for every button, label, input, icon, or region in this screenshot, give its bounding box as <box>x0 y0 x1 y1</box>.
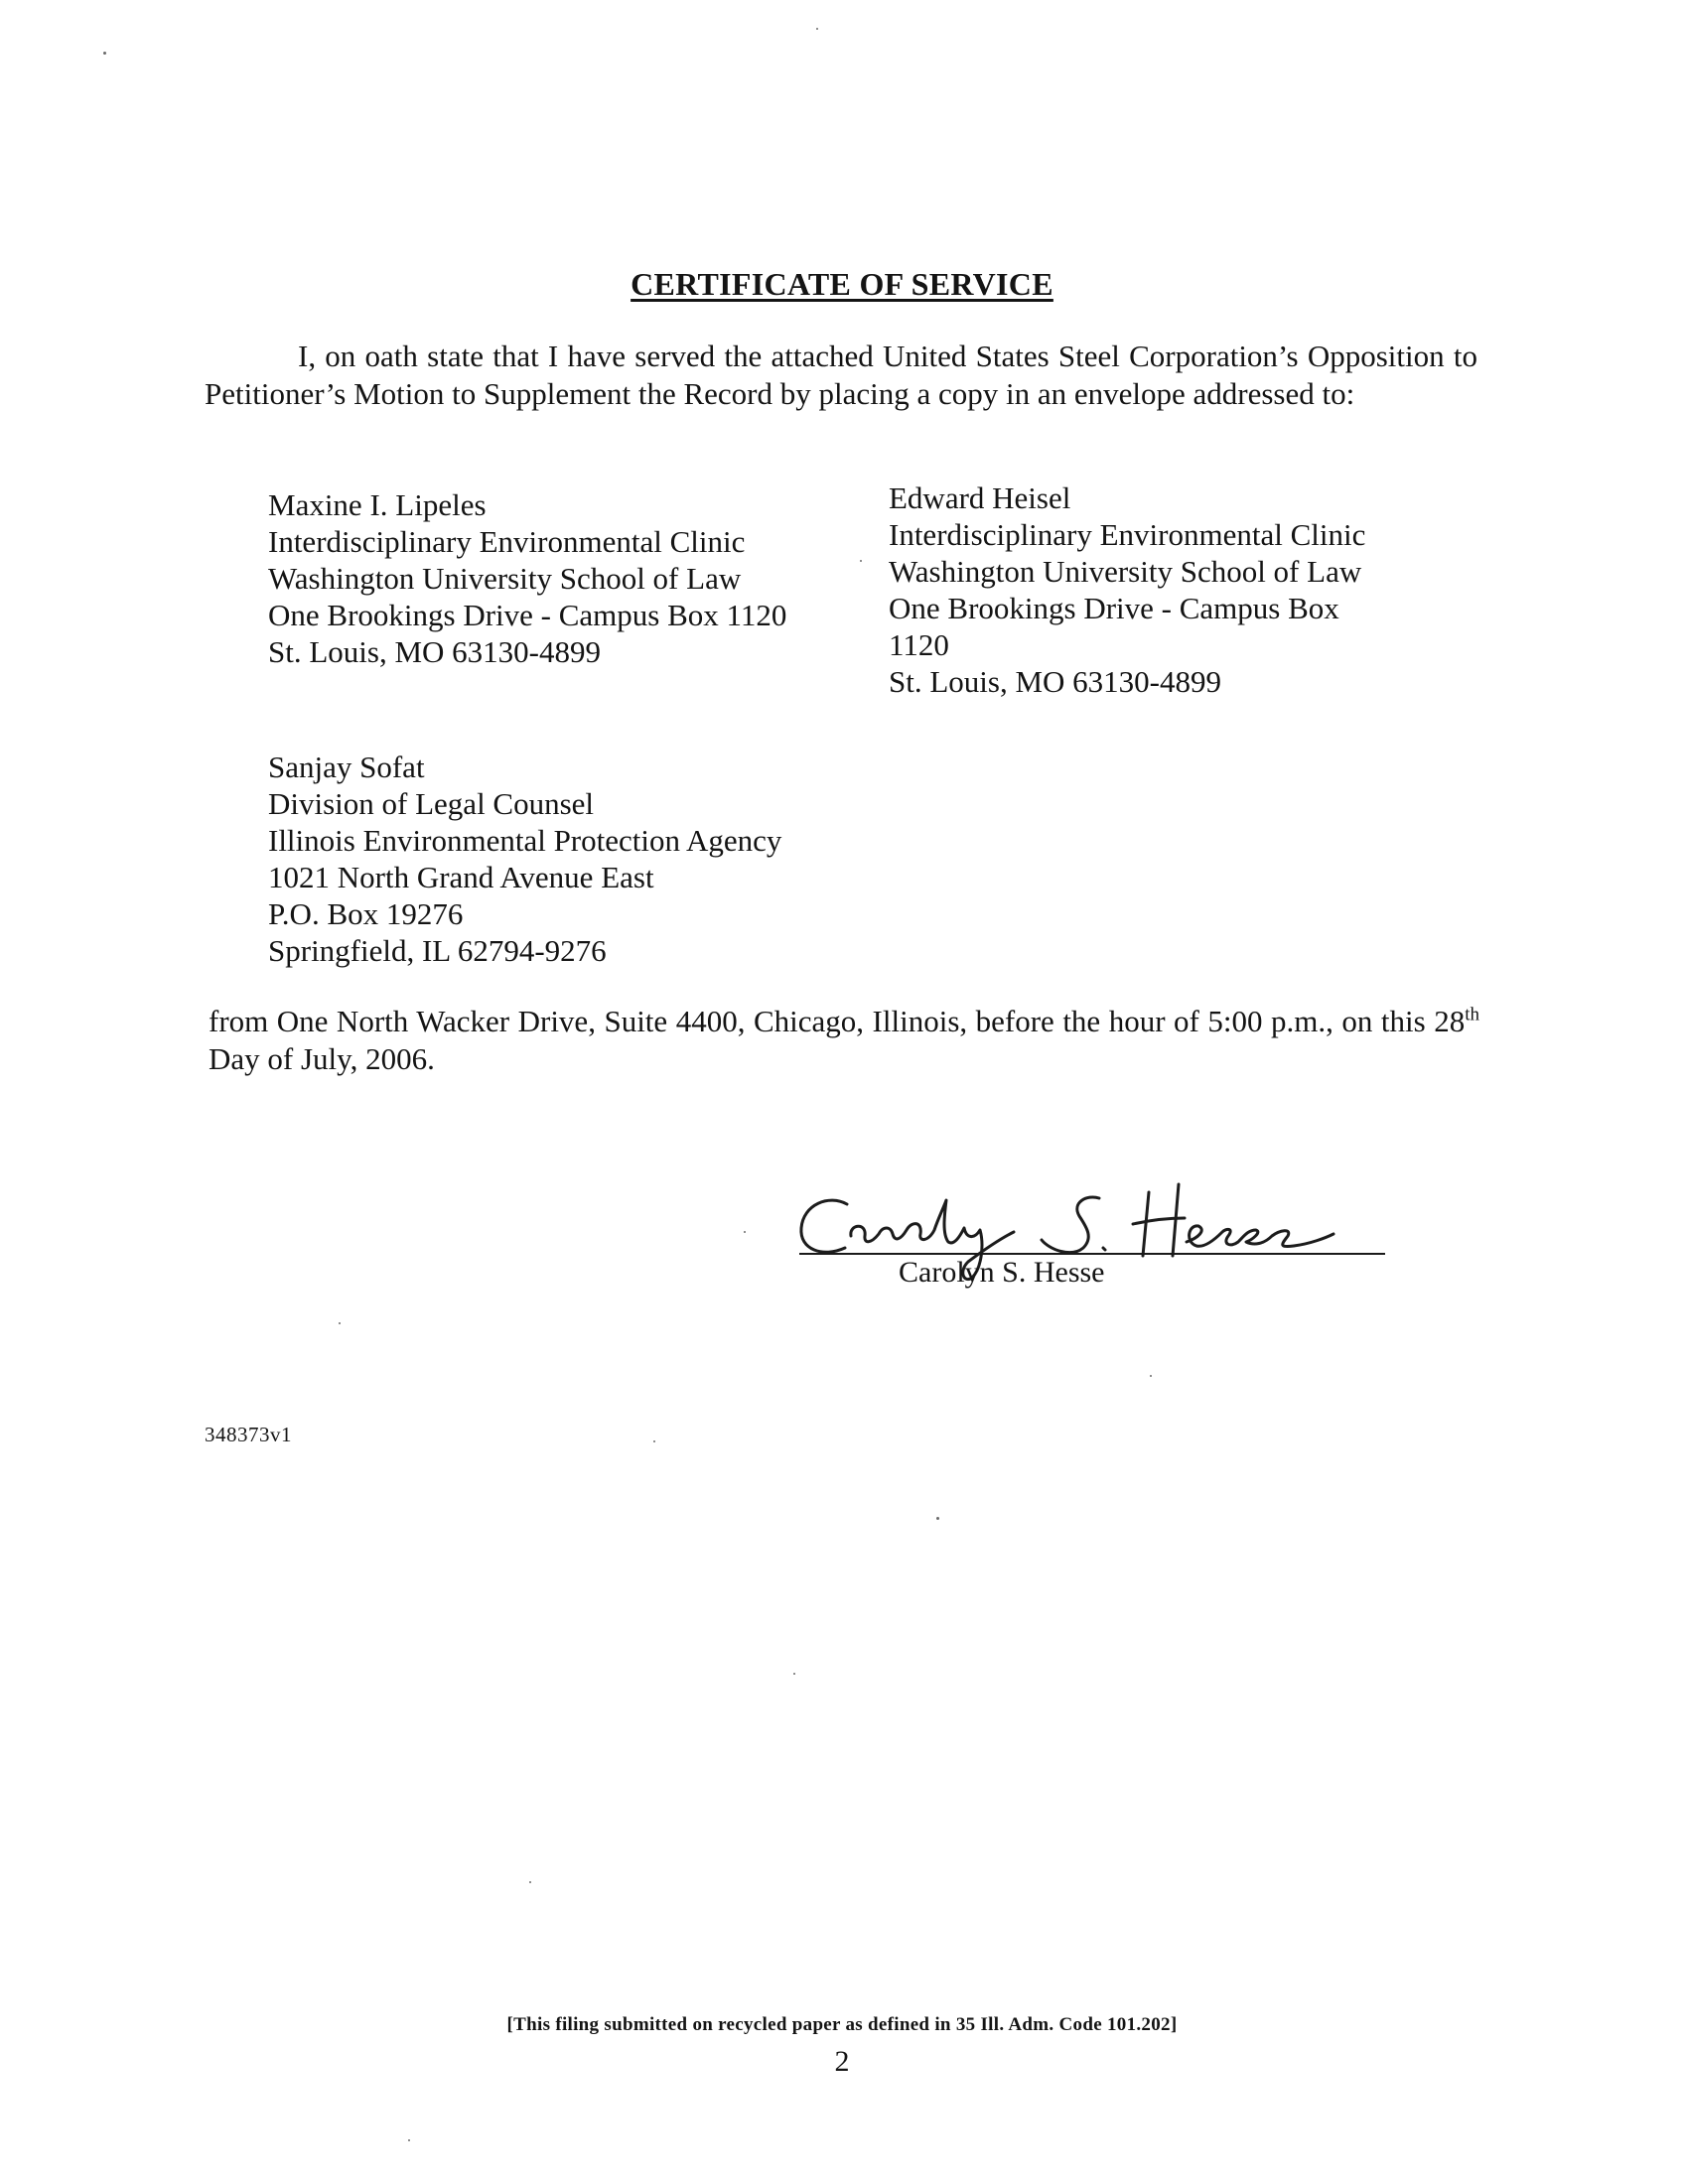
recipient-3-name: Sanjay Sofat <box>268 750 425 784</box>
recycled-paper-note: [This filing submitted on recycled paper as defined in 35 Ill. Adm. Code 101.202] <box>506 2014 1178 2035</box>
recipient-2-line-2: Interdisciplinary Environmental Clinic <box>889 517 1366 552</box>
scan-speck <box>936 1517 939 1520</box>
recipient-2-line-5: 1120 <box>889 627 949 662</box>
document-title: CERTIFICATE OF SERVICE <box>631 266 1053 302</box>
scan-speck <box>744 1231 746 1233</box>
recipient-3-line-6: Springfield, IL 62794-9276 <box>268 933 607 968</box>
scan-speck <box>653 1440 655 1442</box>
scan-speck <box>103 52 106 55</box>
recipient-address-3 <box>268 749 781 969</box>
scan-speck <box>860 560 862 562</box>
signature-line <box>799 1253 1385 1255</box>
scan-speck <box>1150 1375 1152 1377</box>
recipient-address-1 <box>268 486 786 670</box>
intro-paragraph: I, on oath state that I have served the attached United States Steel Corporation’s Opposition to Petitioner’s Motion to Supplement the Record by placing a copy in an envelope addressed to: <box>205 339 1477 411</box>
closing-text-part-1: from One North Wacker Drive, Suite 4400, Chicago, Illinois, before the hour of 5:00 p.m., on this 28 <box>209 1004 1466 1038</box>
page-number: 2 <box>834 2045 850 2078</box>
closing-paragraph <box>209 1003 1479 1078</box>
recipient-3-line-4: 1021 North Grand Avenue East <box>268 860 654 894</box>
scan-speck <box>529 1881 531 1883</box>
recipient-2-line-6: St. Louis, MO 63130-4899 <box>889 664 1221 699</box>
recipient-2-line-3: Washington University School of Law <box>889 554 1362 589</box>
recipient-2-line-4: One Brookings Drive - Campus Box <box>889 591 1339 625</box>
recipient-3-line-5: P.O. Box 19276 <box>268 896 464 931</box>
recipient-1-line-2: Interdisciplinary Environmental Clinic <box>268 524 746 559</box>
recipient-1-name: Maxine I. Lipeles <box>268 487 487 522</box>
recipient-1-line-5: St. Louis, MO 63130-4899 <box>268 634 601 669</box>
scan-speck <box>816 28 818 30</box>
recipient-address-2 <box>889 479 1405 700</box>
scan-speck <box>339 1322 341 1324</box>
recipient-3-line-3: Illinois Environmental Protection Agency <box>268 823 782 858</box>
closing-text-part-2: Day of July, 2006. <box>209 1041 435 1076</box>
recipient-1-line-3: Washington University School of Law <box>268 561 742 596</box>
scan-speck <box>793 1673 795 1675</box>
date-ordinal-suffix: th <box>1465 1004 1479 1025</box>
scan-speck <box>408 2139 410 2141</box>
recipient-2-name: Edward Heisel <box>889 480 1071 515</box>
recipient-3-line-2: Division of Legal Counsel <box>268 786 595 821</box>
document-id: 348373v1 <box>205 1423 292 1446</box>
signer-printed-name: Carolyn S. Hesse <box>899 1256 1105 1289</box>
recipient-1-line-4: One Brookings Drive - Campus Box 1120 <box>268 598 787 632</box>
